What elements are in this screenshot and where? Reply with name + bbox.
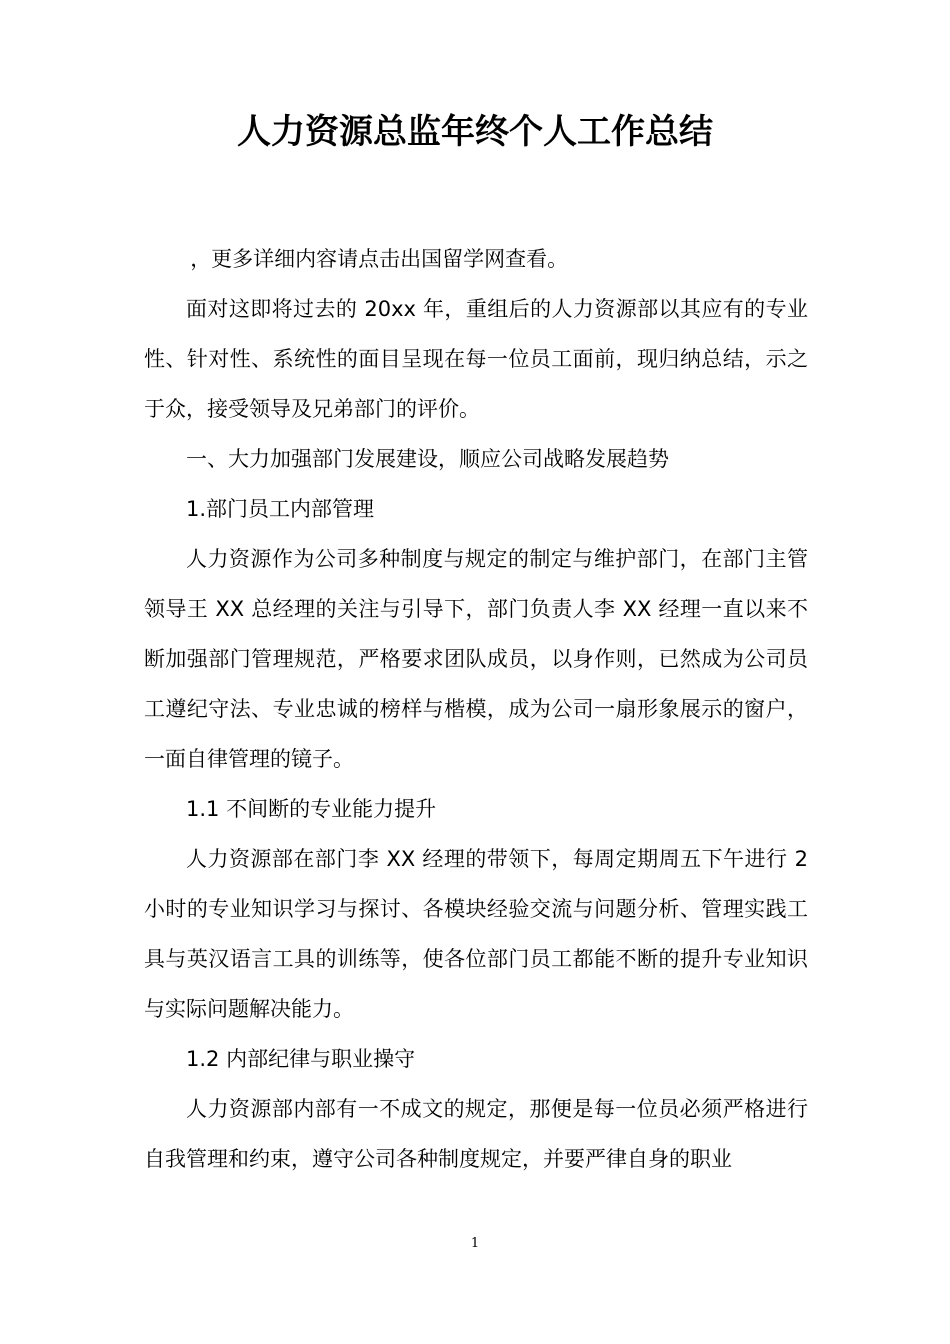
paragraph-discipline: 人力资源部内部有一不成文的规定，那便是每一位员必须严格进行自我管理和约束，遵守公司各种制度规定，并要严律自身的职业 xyxy=(144,1097,808,1171)
paragraph-skill-improvement: 人力资源部在部门李 XX 经理的带领下，每周定期周五下午进行 2 小时的专业知识学习与探讨、各模块经验交流与问题分析、管理实践工具与英汉语言工具的训练等，使各位部门员工都能不断的提升专业知识与实际问题解决能力。 xyxy=(144,847,808,1021)
page-number: 1 xyxy=(470,1236,480,1251)
paragraph-department-management: 人力资源作为公司多种制度与规定的制定与维护部门，在部门主管领导王 XX 总经理的关注与引导下，部门负责人李 XX 经理一直以来不断加强部门管理规范，严格要求团队成员，以身作则，已然成为公司员工遵纪守法、专业忠诚的榜样与楷模，成为公司一扇形象展示的窗户，一面自律管理的镜子。 xyxy=(144,547,808,771)
document-body xyxy=(144,234,808,1184)
subsection-heading-1-2: 1.2 内部纪律与职业操守 xyxy=(186,1047,416,1071)
section-heading-1: 一、大力加强部门发展建设，顺应公司战略发展趋势 xyxy=(186,447,669,471)
subsection-heading-1-1-1: 1.1 不间断的专业能力提升 xyxy=(186,797,437,821)
subsection-heading-1-1: 1.部门员工内部管理 xyxy=(186,497,375,521)
paragraph-overview: 面对这即将过去的 20xx 年，重组后的人力资源部以其应有的专业性、针对性、系统性的面目呈现在每一位员工面前，现归纳总结，示之于众，接受领导及兄弟部门的评价。 xyxy=(144,297,808,421)
paragraph-intro: ，更多详细内容请点击出国留学网查看。 xyxy=(190,247,569,271)
document-title: 人力资源总监年终个人工作总结 xyxy=(237,112,713,152)
